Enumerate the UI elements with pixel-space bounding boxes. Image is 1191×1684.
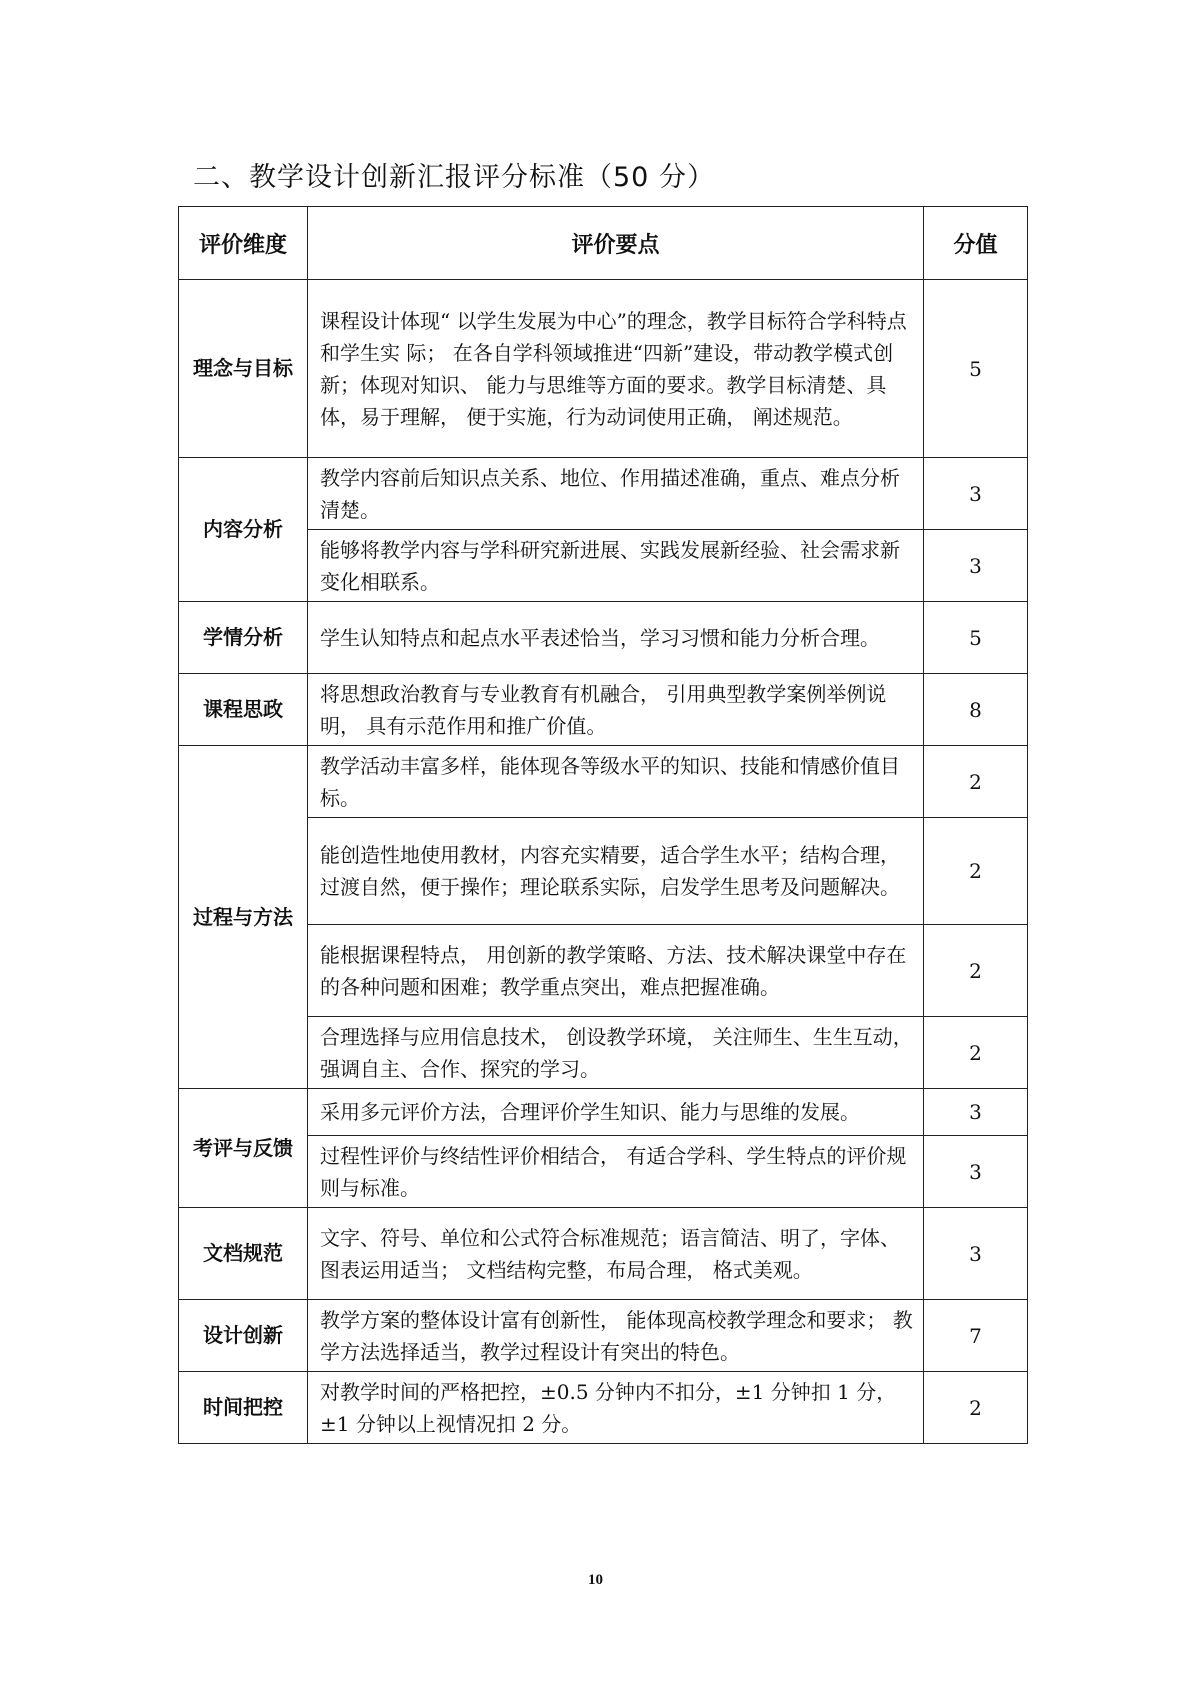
score-cell: 2 (924, 1372, 1028, 1444)
score-cell: 3 (924, 458, 1028, 530)
criteria-cell: 能根据课程特点， 用创新的教学策略、方法、技术解决课堂中存在的各种问题和困难；教学重点突出，难点把握准确。 (308, 925, 924, 1017)
criteria-cell: 将思想政治教育与专业教育有机融合， 引用典型教学案例举例说明， 具有示范作用和推广价值。 (308, 674, 924, 746)
section-title: 二、教学设计创新汇报评分标准（50 分） (193, 162, 715, 193)
score-cell: 7 (924, 1300, 1028, 1372)
table-row (179, 674, 1028, 746)
criteria-cell: 学生认知特点和起点水平表述恰当，学习习惯和能力分析合理。 (308, 602, 924, 674)
score-cell: 5 (924, 280, 1028, 458)
scoring-table (178, 206, 1028, 1444)
header-score: 分值 (924, 207, 1028, 280)
criteria-cell: 教学方案的整体设计富有创新性， 能体现高校教学理念和要求； 教学方法选择适当，教学过程设计有突出的特色。 (308, 1300, 924, 1372)
score-cell: 3 (924, 1136, 1028, 1208)
header-dimension: 评价维度 (179, 207, 308, 280)
score-cell: 2 (924, 818, 1028, 925)
score-cell: 3 (924, 530, 1028, 602)
table-row (179, 458, 1028, 530)
score-cell: 3 (924, 1089, 1028, 1136)
table-row (179, 746, 1028, 818)
dimension-cell: 课程思政 (179, 674, 308, 746)
dimension-cell: 考评与反馈 (179, 1089, 308, 1208)
dimension-cell: 时间把控 (179, 1372, 308, 1444)
table-row (179, 1208, 1028, 1300)
score-cell: 8 (924, 674, 1028, 746)
dimension-cell: 理念与目标 (179, 280, 308, 458)
dimension-cell: 内容分析 (179, 458, 308, 602)
table-row (179, 602, 1028, 674)
table-row (179, 1300, 1028, 1372)
criteria-cell: 课程设计体现“ 以学生发展为中心”的理念，教学目标符合学科特点和学生实 际； 在各自学科领域推进“四新”建设，带动教学模式创新；体现对知识、 能力与思维等方面的要求。教学目标清楚、具体，易于理解， 便于实施，行为动词使用正确， 阐述规范。 (308, 280, 924, 458)
dimension-cell: 学情分析 (179, 602, 308, 674)
criteria-cell: 采用多元评价方法，合理评价学生知识、能力与思维的发展。 (308, 1089, 924, 1136)
criteria-cell: 能够将教学内容与学科研究新进展、实践发展新经验、社会需求新变化相联系。 (308, 530, 924, 602)
criteria-cell: 文字、符号、单位和公式符合标准规范；语言简洁、明了，字体、 图表运用适当； 文档结构完整，布局合理， 格式美观。 (308, 1208, 924, 1300)
score-cell: 3 (924, 1208, 1028, 1300)
score-cell: 2 (924, 746, 1028, 818)
score-cell: 2 (924, 925, 1028, 1017)
score-cell: 5 (924, 602, 1028, 674)
header-points: 评价要点 (308, 207, 924, 280)
criteria-cell: 教学内容前后知识点关系、地位、作用描述准确，重点、难点分析清楚。 (308, 458, 924, 530)
page-number: 10 (588, 1572, 603, 1588)
dimension-cell: 设计创新 (179, 1300, 308, 1372)
table-header-row (179, 207, 1028, 280)
criteria-cell: 对教学时间的严格把控，±0.5 分钟内不扣分，±1 分钟扣 1 分，±1 分钟以上视情况扣 2 分。 (308, 1372, 924, 1444)
dimension-cell: 过程与方法 (179, 746, 308, 1089)
criteria-cell: 教学活动丰富多样，能体现各等级水平的知识、技能和情感价值目标。 (308, 746, 924, 818)
dimension-cell: 文档规范 (179, 1208, 308, 1300)
table-row (179, 280, 1028, 458)
score-cell: 2 (924, 1017, 1028, 1089)
table-row (179, 1089, 1028, 1136)
criteria-cell: 过程性评价与终结性评价相结合， 有适合学科、学生特点的评价规则与标准。 (308, 1136, 924, 1208)
criteria-cell: 合理选择与应用信息技术， 创设教学环境， 关注师生、生生互动， 强调自主、合作、探究的学习。 (308, 1017, 924, 1089)
table-row (179, 1372, 1028, 1444)
criteria-cell: 能创造性地使用教材，内容充实精要，适合学生水平；结构合理， 过渡自然，便于操作；理论联系实际，启发学生思考及问题解决。 (308, 818, 924, 925)
